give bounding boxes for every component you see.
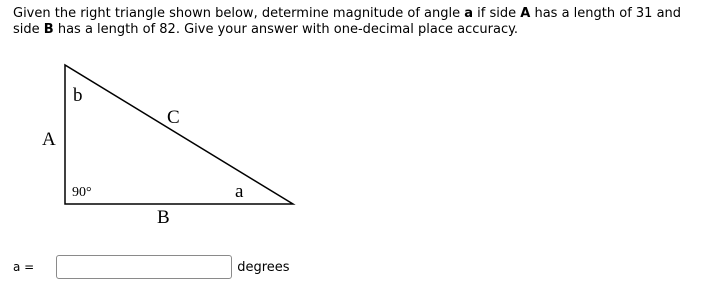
label-side-c: C xyxy=(167,107,180,128)
label-angle-a: a xyxy=(235,181,244,202)
label-side-a: A xyxy=(42,129,56,150)
answer-row xyxy=(13,252,290,282)
question-part-2: if side xyxy=(473,6,521,21)
angle-name: a xyxy=(464,6,474,21)
label-right-angle: 90° xyxy=(72,185,92,200)
question-part-1: Given the right triangle shown below, determine magnitude of angle xyxy=(13,6,465,21)
question-part-3: has a length of 31 and side xyxy=(13,6,682,37)
question-part-4: has a length of 82. Give your answer with one-decimal place accuracy. xyxy=(53,22,519,37)
label-angle-b: b xyxy=(73,85,83,106)
side-a-name: A xyxy=(520,6,531,21)
unit-label: degrees xyxy=(237,259,290,275)
answer-label: a = xyxy=(13,260,35,274)
right-triangle xyxy=(65,65,293,204)
side-b-name: B xyxy=(43,22,54,37)
label-side-b: B xyxy=(157,207,170,228)
answer-input[interactable] xyxy=(56,255,232,279)
